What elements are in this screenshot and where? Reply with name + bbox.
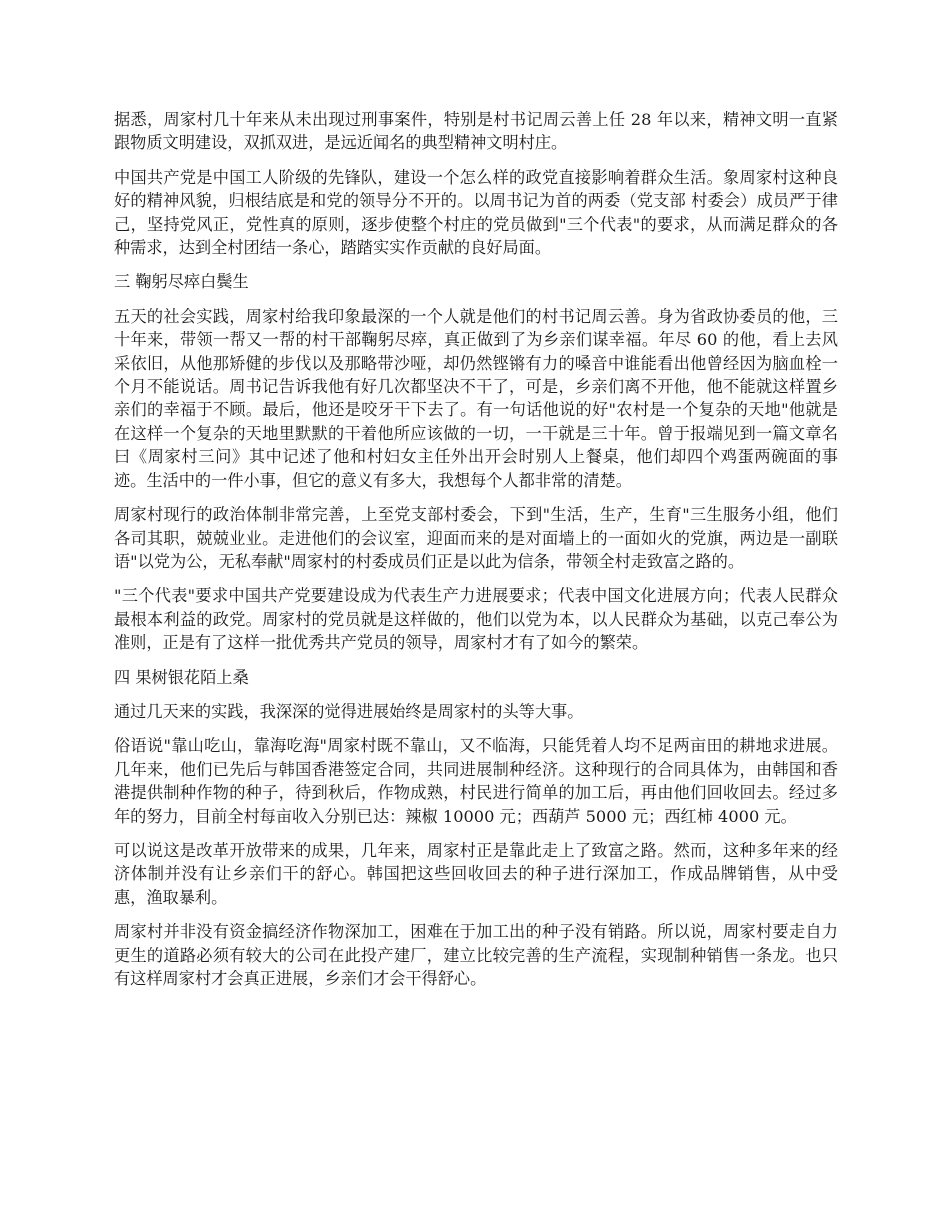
paragraph-2: 中国共产党是中国工人阶级的先锋队，建设一个怎么样的政党直接影响着群众生活。象周家村这种良好的精神风貌，归根结底是和党的领导分不开的。以周书记为首的两委（党支部 村委会）成员严于律己，坚持党风正，党性真的原则，逐步使整个村庄的党员做到"三个代表"的要求，从而满足群众的各种需求，达到全村团结一条心，踏踏实实作贡献的良好局面。 xyxy=(114,167,838,258)
paragraph-4: 周家村现行的政治体制非常完善，上至党支部村委会，下到"生活，生产，生育"三生服务小组，他们各司其职，兢兢业业。走进他们的会议室，迎面而来的是对面墙上的一面如火的党旗，两边是一副联语"以党为公，无私奉献"周家村的村委成员们正是以此为信条，带领全村走致富之路的。 xyxy=(114,505,838,571)
document-body xyxy=(114,108,838,1001)
paragraph-7: 俗语说"靠山吃山，靠海吃海"周家村既不靠山，又不临海，只能凭着人均不足两亩田的耕地求进展。几年来，他们已先后与韩国香港签定合同，共同进展制种经济。这种现行的合同具体为，由韩国和香港提供制种作物的种子，待到秋后，作物成熟，村民进行简单的加工后，再由他们回收回去。经过多年的努力，目前全村每亩收入分别已达：辣椒 10000 元；西葫芦 5000 元；西红柿 4000 元。 xyxy=(114,736,838,826)
section-heading-4: 四 果树银花陌上桑 xyxy=(114,667,249,687)
paragraph-1: 据悉，周家村几十年来从未出现过刑事案件，特别是村书记周云善上任 28 年以来，精神文明一直紧跟物质文明建设，双抓双进，是远近闻名的典型精神文明村庄。 xyxy=(114,110,838,153)
paragraph-8: 可以说这是改革开放带来的成果，几年来，周家村正是靠此走上了致富之路。然而，这种多年来的经济体制并没有让乡亲们干的舒心。韩国把这些回收回去的种子进行深加工，作成品牌销售，从中受惠，渔取暴利。 xyxy=(114,840,838,907)
paragraph-3: 五天的社会实践，周家村给我印象最深的一个人就是他们的村书记周云善。身为省政协委员的他，三十年来，带领一帮又一帮的村干部鞠躬尽瘁，真正做到了为乡亲们谋幸福。年尽 60 的他，看上去风采依旧，从他那矫健的步伐以及那略带沙哑，却仍然铿锵有力的嗓音中谁能看出他曾经因为脑血栓一个月不能说话。周书记告诉我他有好几次都坚决不干了，可是，乡亲们离不开他，他不能就这样置乡亲们的幸福于不顾。最后，他还是咬牙干下去了。有一句话他说的好"农村是一个复杂的天地"他就是在这样一个复杂的天地里默默的干着他所应该做的一切，一干就是三十年。曾于报端见到一篇文章名曰《周家村三问》其中记述了他和村妇女主任外出开会时别人上餐桌，他们却四个鸡蛋两碗面的事迹。生活中的一件小事，但它的意义有多大，我想每个人都非常的清楚。 xyxy=(114,306,838,490)
paragraph-9: 周家村并非没有资金搞经济作物深加工，困难在于加工出的种子没有销路。所以说，周家村要走自力更生的道路必须有较大的公司在此投产建厂，建立比较完善的生产流程，实现制种销售一条龙。也只有这样周家村才会真正进展，乡亲们才会干得舒心。 xyxy=(114,922,838,988)
paragraph-6: 通过几天来的实践，我深深的觉得进展始终是周家村的头等大事。 xyxy=(114,701,584,721)
paragraph-5: "三个代表"要求中国共产党要建设成为代表生产力进展要求；代表中国文化进展方向；代表人民群众最根本利益的政党。周家村的党员就是这样做的，他们以党为本，以人民群众为基础，以克己奉公为准则，正是有了这样一批优秀共产党员的领导，周家村才有了如今的繁荣。 xyxy=(114,586,838,653)
section-heading-3: 三 鞠躬尽瘁白鬓生 xyxy=(114,272,249,292)
